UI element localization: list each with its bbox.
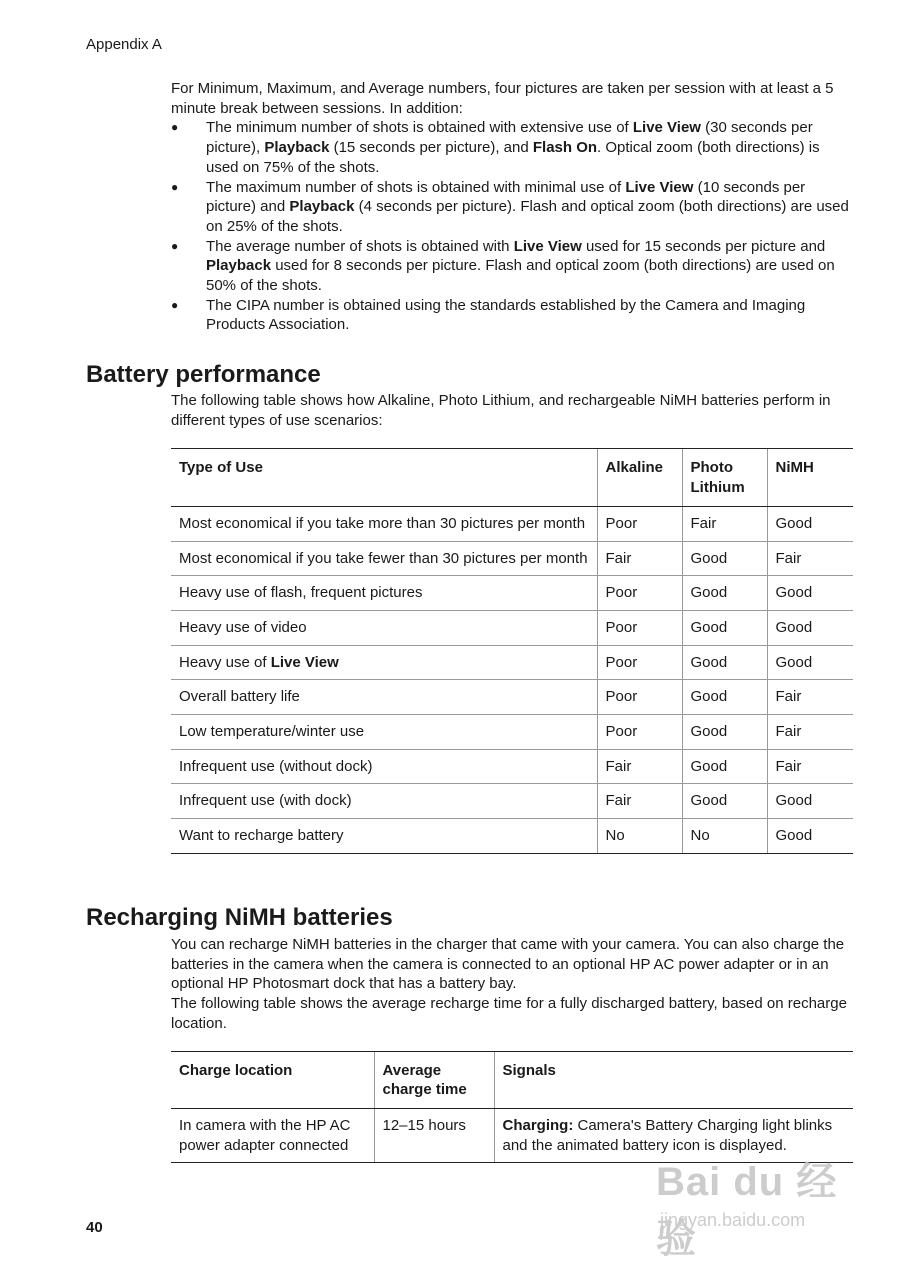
battery-performance-intro: The following table shows how Alkaline, Photo Lithium, and rechargeable NiMH batteries perform in different types of use scenarios: <box>171 392 831 429</box>
header-average-charge-time: Average charge time <box>374 1051 494 1108</box>
cell-photo-lithium: Good <box>682 715 767 750</box>
cell-photo-lithium: Fair <box>682 506 767 541</box>
cell-type-of-use <box>171 610 597 645</box>
bullet-text: The average number of shots is obtained with <box>206 237 514 255</box>
cell-text: Most economical if you take more than 30 pictures per month <box>179 514 586 532</box>
page-number: 40 <box>86 1219 103 1236</box>
table-header-row <box>171 1051 853 1108</box>
list-item <box>171 178 853 237</box>
cell-alkaline: Poor <box>597 610 682 645</box>
battery-performance-table <box>171 448 853 853</box>
bullet-bold-term: Flash On <box>532 139 598 157</box>
list-item <box>171 118 853 177</box>
signal-bold-term: Charging: <box>502 1116 574 1134</box>
cell-nimh: Fair <box>767 715 853 750</box>
intro-bullet-list <box>171 118 853 335</box>
list-item <box>171 237 853 296</box>
cell-type-of-use <box>171 819 597 854</box>
intro-paragraph: For Minimum, Maximum, and Average numbers, four pictures are taken per session with at least a 5 minute break between sessions. In addition: <box>171 80 834 117</box>
bullet-bold-term: Playback <box>206 257 272 275</box>
header-type-of-use: Type of Use <box>171 449 597 506</box>
table-row <box>171 506 853 541</box>
bullet-text: (4 seconds per picture). Flash and optical zoom (both directions) are used on 25% of the shots. <box>206 198 849 235</box>
table-row <box>171 576 853 611</box>
header-nimh: NiMH <box>767 449 853 506</box>
baidu-jingyan-watermark <box>656 1150 876 1261</box>
bullet-bold-term: Live View <box>632 119 701 137</box>
cell-alkaline: Poor <box>597 715 682 750</box>
cell-type-of-use <box>171 645 597 680</box>
cell-alkaline: No <box>597 819 682 854</box>
page-header: Appendix A <box>86 36 162 53</box>
cell-photo-lithium: Good <box>682 610 767 645</box>
cell-type-of-use <box>171 715 597 750</box>
cell-photo-lithium: Good <box>682 576 767 611</box>
cell-photo-lithium: Good <box>682 645 767 680</box>
recharging-paragraph-1: You can recharge NiMH batteries in the charger that came with your camera. You can also charge the batteries in the camera when the camera is connected to an optional HP AC power adapter or in an optional HP Photosmart dock that has a battery bay. <box>171 936 845 993</box>
cell-type-of-use <box>171 749 597 784</box>
cell-nimh: Good <box>767 576 853 611</box>
bullet-text: used for 15 seconds per picture and <box>581 237 826 255</box>
cell-alkaline: Poor <box>597 576 682 611</box>
bullet-text: (30 seconds per picture), <box>206 119 813 157</box>
cell-text: Overall battery life <box>179 688 300 706</box>
cell-text: Most economical if you take fewer than 30 pictures per month <box>179 549 588 567</box>
bullet-text: used for 8 seconds per picture. Flash and optical zoom (both directions) are used on 50% of the shots. <box>206 257 835 295</box>
recharge-time-table <box>171 1051 853 1164</box>
cell-photo-lithium: Good <box>682 784 767 819</box>
cell-nimh: Good <box>767 645 853 680</box>
cell-charge-location: In camera with the HP AC power adapter connected <box>171 1108 374 1162</box>
cell-nimh: Good <box>767 784 853 819</box>
bullet-bold-term: Live View <box>625 178 694 196</box>
battery-performance-section <box>171 391 853 854</box>
cell-text: Infrequent use (with dock) <box>179 792 352 810</box>
cell-type-of-use <box>171 680 597 715</box>
cell-type-of-use <box>171 506 597 541</box>
recharging-nimh-section <box>171 935 853 1163</box>
table-row <box>171 645 853 680</box>
header-alkaline: Alkaline <box>597 449 682 506</box>
cell-nimh: Good <box>767 610 853 645</box>
cell-average-charge-time: 12–15 hours <box>374 1108 494 1162</box>
bullet-text: The CIPA number is obtained using the standards established by the Camera and Imaging Products Association. <box>206 296 806 334</box>
header-photo-lithium: Photo Lithium <box>682 449 767 506</box>
table-row <box>171 610 853 645</box>
cell-nimh: Fair <box>767 541 853 576</box>
cell-bold-term: Live View <box>270 653 339 671</box>
cell-alkaline: Poor <box>597 645 682 680</box>
cell-text: Infrequent use (without dock) <box>179 757 373 775</box>
bullet-text: (10 seconds per picture) and <box>206 178 806 216</box>
cell-photo-lithium: No <box>682 819 767 854</box>
cell-photo-lithium: Good <box>682 680 767 715</box>
table-row <box>171 541 853 576</box>
cell-type-of-use <box>171 576 597 611</box>
cell-photo-lithium: Good <box>682 749 767 784</box>
bullet-bold-term: Playback <box>289 198 355 216</box>
cell-type-of-use <box>171 784 597 819</box>
cell-nimh: Fair <box>767 749 853 784</box>
list-item <box>171 296 853 335</box>
header-signals: Signals <box>494 1051 853 1108</box>
battery-performance-heading: Battery performance <box>86 361 321 388</box>
bullet-text: The maximum number of shots is obtained with minimal use of <box>206 178 626 196</box>
cell-text: Heavy use of video <box>179 618 307 636</box>
bullet-bold-term: Live View <box>513 237 582 255</box>
bullet-bold-term: Playback <box>264 139 330 157</box>
cell-alkaline: Fair <box>597 749 682 784</box>
cell-text: Low temperature/winter use <box>179 723 365 741</box>
cell-nimh: Good <box>767 506 853 541</box>
cell-type-of-use <box>171 541 597 576</box>
cell-alkaline: Poor <box>597 680 682 715</box>
cell-alkaline: Fair <box>597 784 682 819</box>
table-row <box>171 680 853 715</box>
cell-alkaline: Fair <box>597 541 682 576</box>
cell-text: Want to recharge battery <box>179 827 344 845</box>
table-row <box>171 784 853 819</box>
cell-text: Heavy use of <box>179 653 271 671</box>
table-row <box>171 749 853 784</box>
signal-text: Camera's Battery Charging light blinks and the animated battery icon is displayed. <box>502 1116 833 1154</box>
cell-nimh: Fair <box>767 680 853 715</box>
bullet-text: (15 seconds per picture), and <box>329 139 533 157</box>
bullet-text: The minimum number of shots is obtained with extensive use of <box>206 119 633 137</box>
cell-nimh: Good <box>767 819 853 854</box>
intro-section <box>171 79 853 335</box>
watermark-url: jingyan.baidu.com <box>660 1210 806 1230</box>
cell-alkaline: Poor <box>597 506 682 541</box>
watermark-logo-text: Bai du 经验 <box>656 1160 838 1261</box>
recharging-paragraph-2: The following table shows the average recharge time for a fully discharged battery, based on recharge location. <box>171 995 847 1032</box>
header-charge-location: Charge location <box>171 1051 374 1108</box>
bullet-text: . Optical zoom (both directions) is used on 75% of the shots. <box>206 139 820 176</box>
table-row <box>171 819 853 854</box>
recharging-nimh-heading: Recharging NiMH batteries <box>86 904 393 931</box>
cell-text: Heavy use of flash, frequent pictures <box>179 584 423 602</box>
table-header-row <box>171 449 853 506</box>
table-row <box>171 715 853 750</box>
cell-photo-lithium: Good <box>682 541 767 576</box>
